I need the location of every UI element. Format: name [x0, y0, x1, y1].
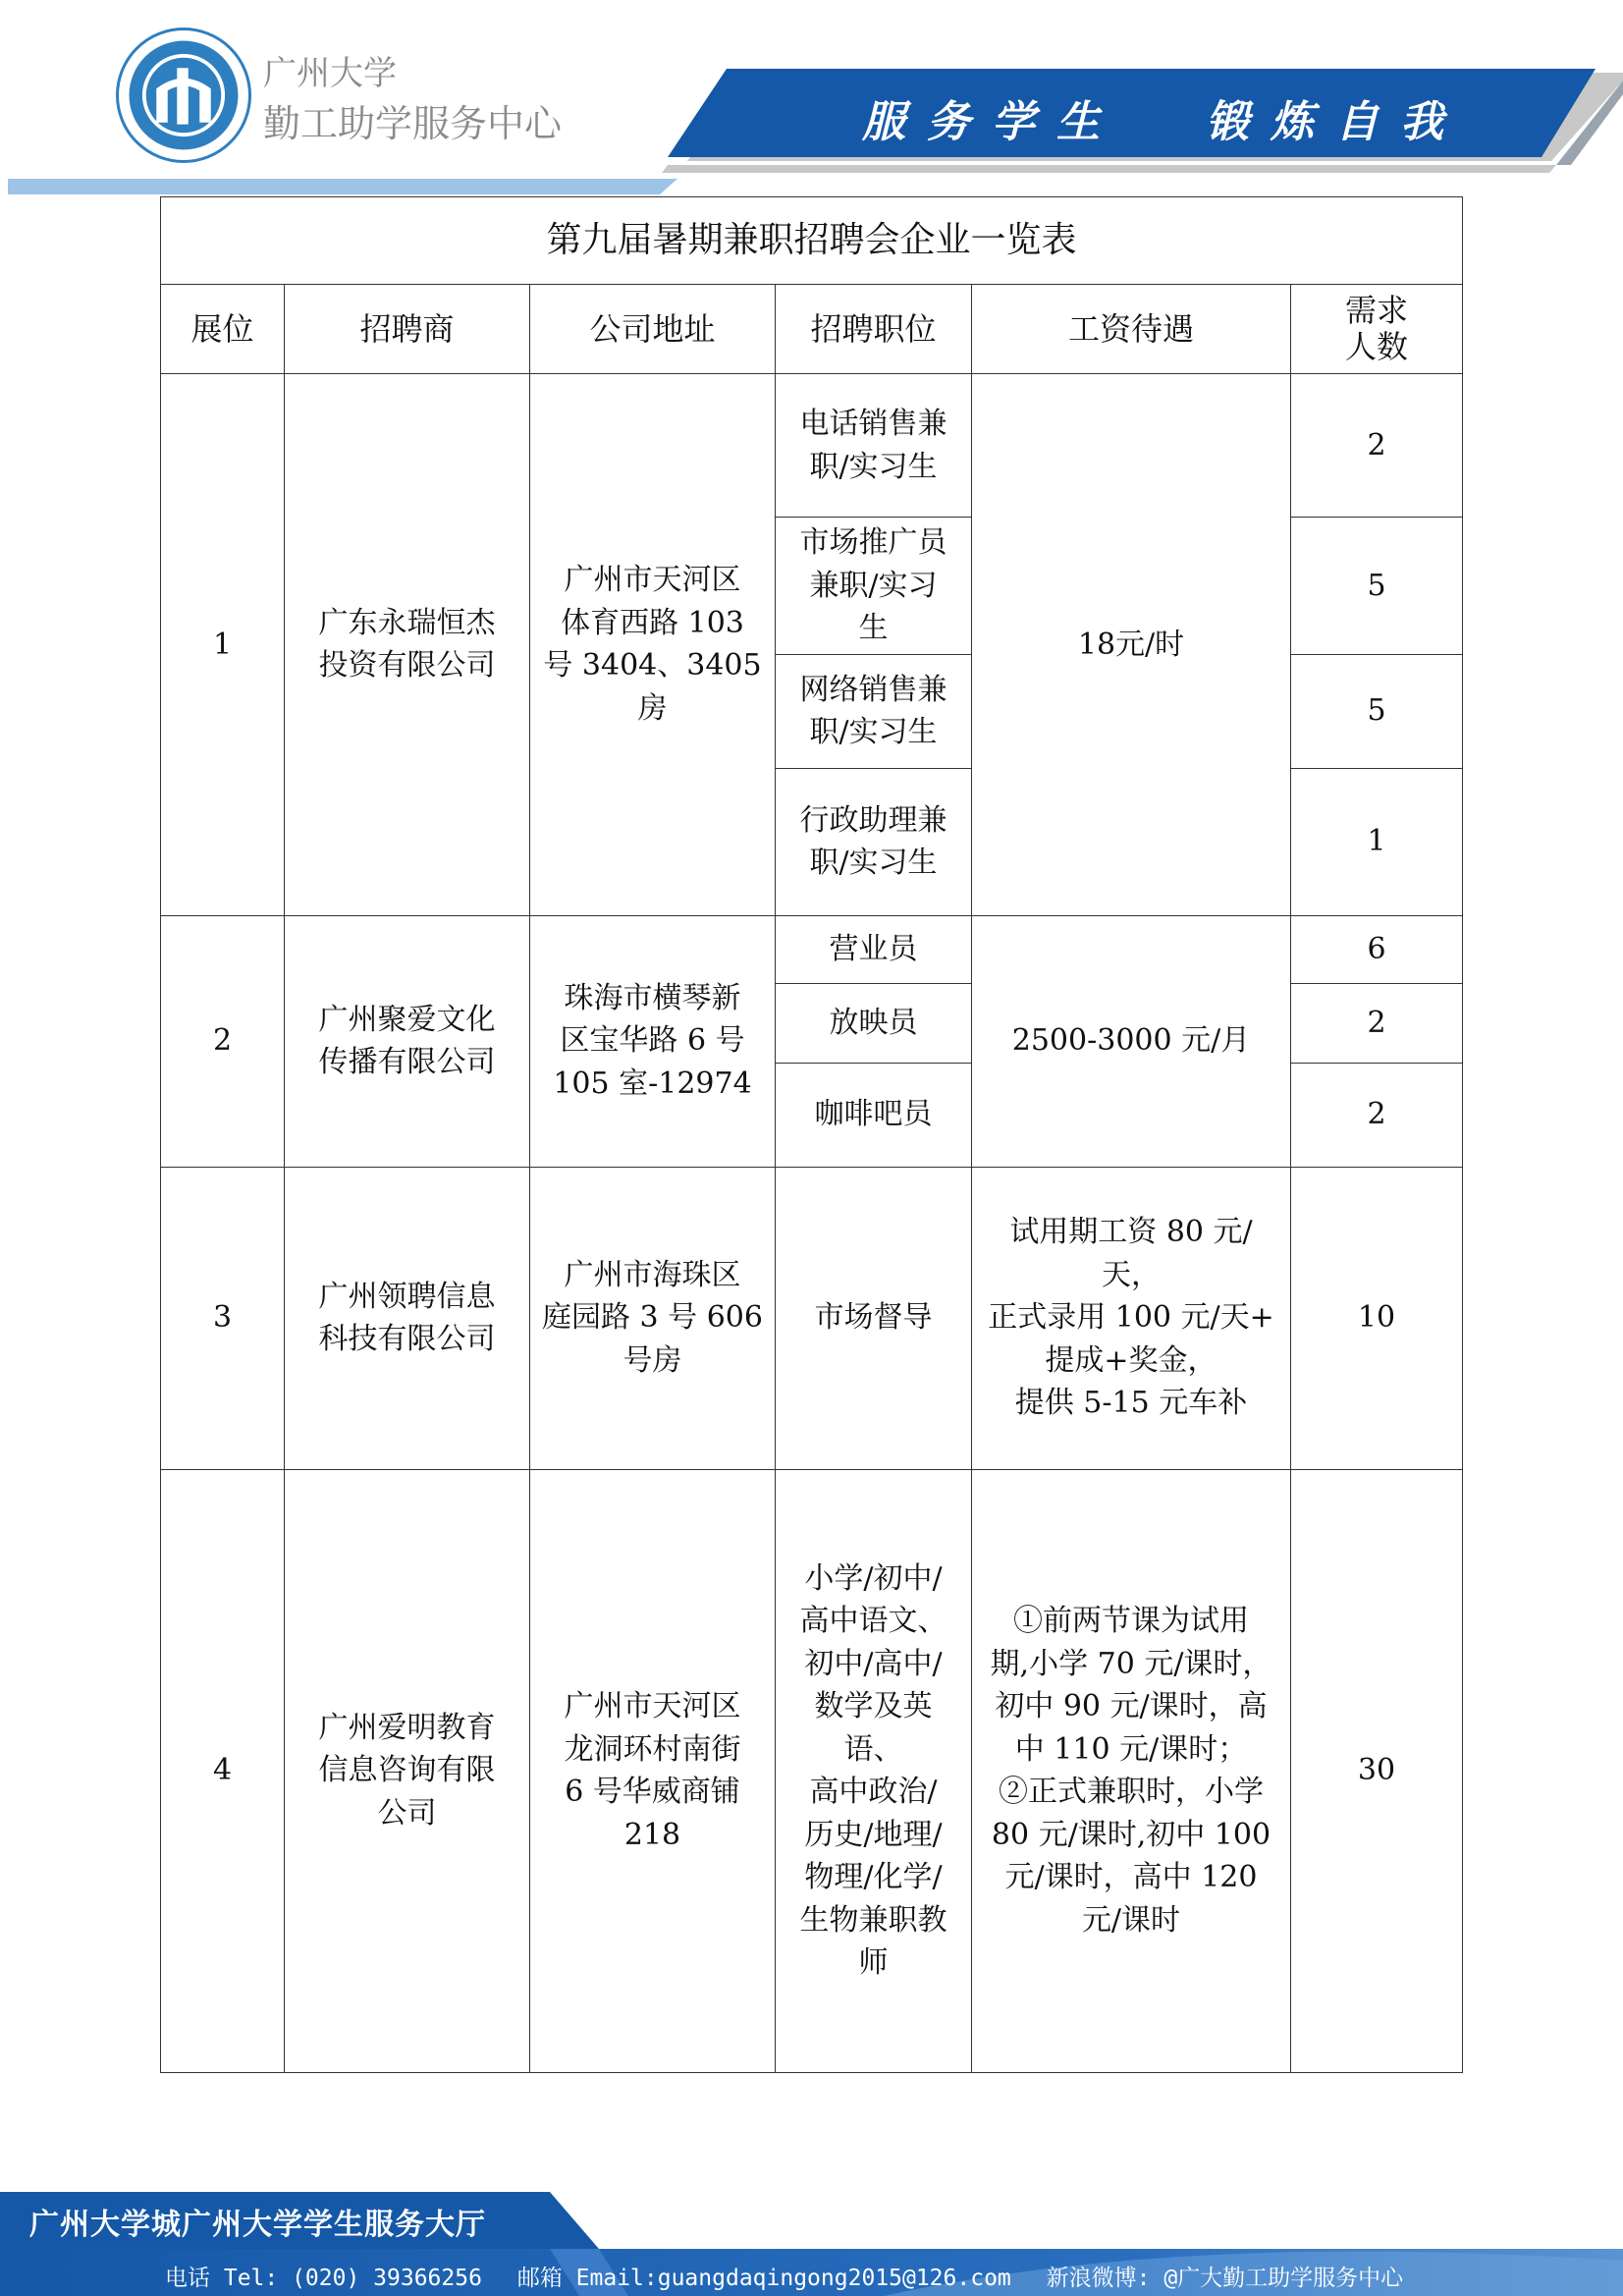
salary-cell: 试用期工资 80 元/ 天， 正式录用 100 元/天+ 提成+奖金， 提供 5-15 元车补 [972, 1167, 1291, 1469]
salary-cell: 18元/时 [972, 374, 1291, 916]
position-cell: 市场督导 [776, 1167, 972, 1469]
booth-cell: 4 [161, 1469, 285, 2072]
headcount-cell: 2 [1291, 983, 1463, 1063]
footer-weibo[interactable]: 新浪微博: @广大勤工助学服务中心 [1046, 2266, 1404, 2291]
booth-cell: 3 [161, 1167, 285, 1469]
header-employer: 招聘商 [285, 285, 530, 374]
slogan-left: 服务学生 [862, 97, 1121, 147]
footer-email[interactable]: 邮箱 Email:guangdaqingong2015@126.com [516, 2266, 1011, 2291]
header-position: 招聘职位 [776, 285, 972, 374]
table-row [161, 374, 1463, 518]
position-cell: 网络销售兼 职/实习生 [776, 654, 972, 768]
header-headcount: 需求 人数 [1291, 285, 1463, 374]
salary-cell: ①前两节课为试用 期,小学 70 元/课时， 初中 90 元/课时，高 中 110 元/课时； ②正式兼职时，小学 80 元/课时,初中 100 元/课时，高中 120 元/课时 [972, 1469, 1291, 2072]
headcount-cell: 1 [1291, 768, 1463, 915]
salary-cell: 2500-3000 元/月 [972, 915, 1291, 1167]
position-cell: 放映员 [776, 983, 972, 1063]
table-row [161, 915, 1463, 983]
header-salary: 工资待遇 [972, 285, 1291, 374]
org-name-line1: 广州大学 [263, 54, 397, 93]
slogan-right: 锻炼自我 [1206, 97, 1465, 147]
job-fair-table [160, 196, 1463, 2073]
table-row [161, 1469, 1463, 2072]
table-header-row [161, 285, 1463, 374]
headcount-cell: 30 [1291, 1469, 1463, 2072]
employer-cell: 广州领聘信息 科技有限公司 [285, 1167, 530, 1469]
header-address: 公司地址 [530, 285, 776, 374]
headcount-cell: 2 [1291, 1063, 1463, 1167]
headcount-cell: 6 [1291, 915, 1463, 983]
header-booth: 展位 [161, 285, 285, 374]
booth-cell: 1 [161, 374, 285, 916]
footer-title: 广州大学城广州大学学生服务大厅 [29, 2208, 486, 2242]
position-cell: 电话销售兼 职/实习生 [776, 374, 972, 518]
headcount-cell: 5 [1291, 654, 1463, 768]
table-title: 第九届暑期兼职招聘会企业一览表 [161, 197, 1463, 285]
employer-cell: 广州聚爱文化 传播有限公司 [285, 915, 530, 1167]
headcount-cell: 5 [1291, 518, 1463, 655]
org-name-line2: 勤工助学服务中心 [263, 101, 563, 145]
footer-contact [165, 2260, 1425, 2292]
headcount-cell: 2 [1291, 374, 1463, 518]
table-row [161, 1167, 1463, 1469]
address-cell: 广州市天河区 龙洞环村南街 6 号华威商铺 218 [530, 1469, 776, 2072]
position-cell: 咖啡吧员 [776, 1063, 972, 1167]
position-cell: 行政助理兼 职/实习生 [776, 768, 972, 915]
headcount-cell: 10 [1291, 1167, 1463, 1469]
address-cell: 广州市天河区 体育西路 103 号 3404、3405 房 [530, 374, 776, 916]
employer-cell: 广东永瑞恒杰 投资有限公司 [285, 374, 530, 916]
employer-cell: 广州爱明教育 信息咨询有限 公司 [285, 1469, 530, 2072]
position-cell: 营业员 [776, 915, 972, 983]
booth-cell: 2 [161, 915, 285, 1167]
address-cell: 珠海市横琴新 区宝华路 6 号 105 室-12974 [530, 915, 776, 1167]
address-cell: 广州市海珠区 庭园路 3 号 606 号房 [530, 1167, 776, 1469]
position-cell: 小学/初中/ 高中语文、 初中/高中/ 数学及英 语、 高中政治/ 历史/地理/ 物理/化学/ 生物兼职教 师 [776, 1469, 972, 2072]
footer-phone: 电话 Tel: (020) 39366256 [165, 2266, 482, 2291]
position-cell: 市场推广员 兼职/实习 生 [776, 518, 972, 655]
